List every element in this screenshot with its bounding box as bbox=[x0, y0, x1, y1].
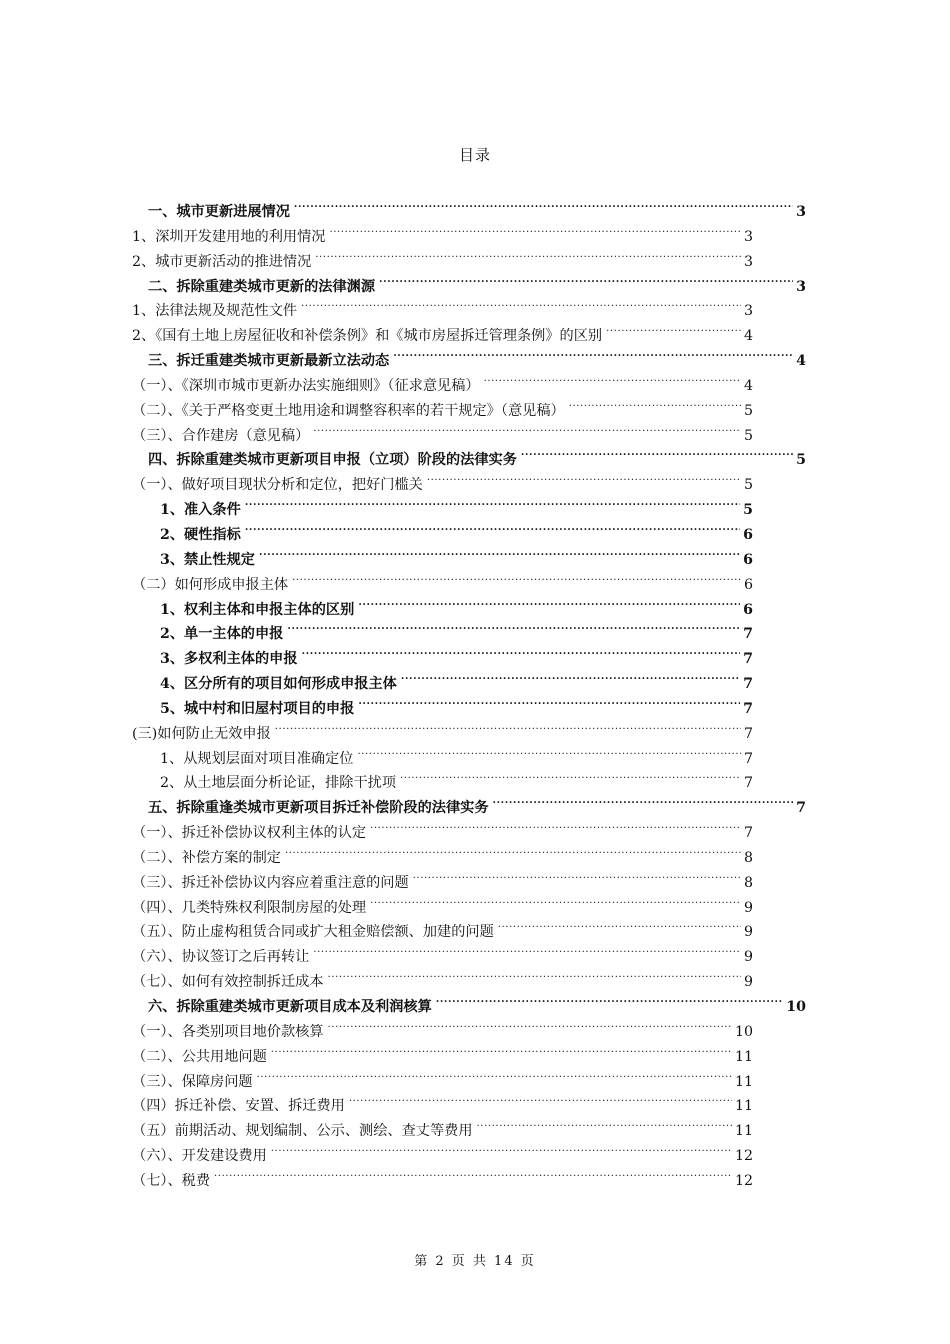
toc-entry[interactable] bbox=[148, 788, 806, 817]
toc-dot-leader bbox=[271, 1136, 732, 1160]
toc-entry[interactable] bbox=[148, 192, 806, 220]
toc-page-number: 5 bbox=[743, 502, 753, 519]
toc-dot-leader bbox=[294, 192, 793, 216]
toc-entry-label: （一）、做好项目现状分析和定位，把好门槛关 bbox=[132, 477, 423, 494]
toc-page-number: 6 bbox=[743, 576, 753, 593]
toc-entry-label: （六）、开发建设费用 bbox=[132, 1148, 267, 1165]
toc-dot-leader bbox=[214, 1161, 732, 1185]
toc-entry[interactable] bbox=[160, 689, 753, 717]
toc-entry-label: 4、区分所有的项目如何形成申报主体 bbox=[160, 676, 397, 693]
toc-dot-leader bbox=[328, 962, 741, 986]
toc-entry[interactable] bbox=[132, 416, 753, 444]
toc-entry[interactable] bbox=[132, 838, 753, 866]
toc-dot-leader bbox=[358, 689, 740, 713]
toc-dot-leader bbox=[370, 888, 741, 912]
toc-dot-leader bbox=[427, 465, 741, 489]
toc-entry[interactable] bbox=[132, 316, 753, 345]
toc-dot-leader bbox=[349, 1086, 732, 1110]
toc-dot-leader bbox=[257, 1062, 732, 1086]
table-of-contents bbox=[0, 192, 950, 1189]
toc-dot-leader bbox=[271, 1037, 732, 1061]
toc-page-number: 7 bbox=[743, 750, 753, 767]
toc-dot-leader bbox=[484, 366, 741, 390]
toc-entry[interactable] bbox=[132, 366, 753, 394]
toc-dot-leader bbox=[245, 515, 740, 539]
toc-entry-label: （六）、协议签订之后再转让 bbox=[132, 949, 310, 966]
toc-page-number: 11 bbox=[734, 1123, 753, 1140]
toc-entry[interactable] bbox=[132, 937, 753, 966]
toc-page-number: 7 bbox=[743, 700, 753, 717]
toc-entry-label: （二）如何形成申报主体 bbox=[132, 576, 289, 593]
toc-dot-leader bbox=[606, 316, 741, 340]
toc-page-number: 7 bbox=[743, 626, 753, 643]
toc-dot-leader bbox=[292, 565, 741, 589]
toc-dot-leader bbox=[379, 267, 793, 291]
toc-page-number: 11 bbox=[734, 1048, 753, 1065]
toc-page-number: 3 bbox=[743, 228, 753, 245]
toc-dot-leader bbox=[370, 813, 741, 837]
toc-entry-label: （三）、拆迁补偿协议内容应着重注意的问题 bbox=[132, 874, 409, 891]
toc-entry[interactable] bbox=[132, 1111, 753, 1140]
toc-entry-label: （一）、各类别项目地价款核算 bbox=[132, 1023, 324, 1040]
toc-page-number: 12 bbox=[734, 1172, 753, 1189]
toc-entry[interactable] bbox=[132, 217, 753, 245]
toc-entry[interactable] bbox=[148, 987, 806, 1015]
toc-dot-leader bbox=[287, 614, 740, 638]
toc-dot-leader bbox=[400, 763, 741, 787]
toc-entry[interactable] bbox=[132, 1062, 753, 1090]
toc-entry[interactable] bbox=[160, 639, 753, 668]
toc-page-number: 10 bbox=[786, 999, 806, 1015]
toc-entry[interactable] bbox=[132, 291, 753, 320]
toc-entry[interactable] bbox=[132, 962, 753, 991]
toc-entry[interactable] bbox=[160, 590, 753, 618]
toc-entry-label: （二）、补偿方案的制定 bbox=[132, 849, 281, 866]
toc-dot-leader bbox=[313, 416, 741, 440]
toc-entry-label: （一）、拆迁补偿协议权利主体的认定 bbox=[132, 825, 367, 842]
toc-entry-label: 1、准入条件 bbox=[160, 502, 241, 519]
toc-dot-leader bbox=[357, 739, 741, 763]
toc-entry[interactable] bbox=[160, 763, 753, 792]
toc-entry-label: （七）、如何有效控制拆迁成本 bbox=[132, 974, 324, 991]
toc-page-number: 6 bbox=[743, 601, 753, 618]
toc-page-number: 9 bbox=[743, 974, 753, 991]
toc-page-number: 11 bbox=[734, 1098, 753, 1115]
toc-entry-label: （五）前期活动、规划编制、公示、测绘、查丈等费用 bbox=[132, 1123, 473, 1140]
toc-page-number: 9 bbox=[743, 949, 753, 966]
toc-entry[interactable] bbox=[148, 267, 806, 295]
toc-entry-label: （四）、几类特殊权利限制房屋的处理 bbox=[132, 899, 367, 916]
toc-entry[interactable] bbox=[160, 614, 753, 643]
toc-entry[interactable] bbox=[148, 440, 806, 469]
toc-page-number: 7 bbox=[743, 825, 753, 842]
toc-entry-label: 五、拆除重逢类城市更新项目拆迁补偿阶段的法律实务 bbox=[148, 800, 489, 817]
toc-dot-leader bbox=[328, 1012, 732, 1036]
toc-page-number: 5 bbox=[796, 452, 806, 469]
toc-entry-label: （二）、公共用地问题 bbox=[132, 1048, 267, 1065]
page-footer: 第 2 页 共 14 页 bbox=[414, 1254, 536, 1269]
toc-entry[interactable] bbox=[160, 739, 753, 767]
toc-entry-label: 六、拆除重建类城市更新项目成本及利润核算 bbox=[148, 999, 432, 1015]
toc-dot-leader bbox=[301, 291, 741, 315]
toc-dot-leader bbox=[302, 639, 741, 663]
toc-entry-label: （五）、防止虚构租赁合同或扩大租金赔偿额、加建的问题 bbox=[132, 924, 494, 941]
toc-dot-leader bbox=[315, 242, 741, 266]
toc-page-number: 7 bbox=[796, 800, 806, 817]
toc-dot-leader bbox=[313, 937, 741, 961]
toc-page-number: 3 bbox=[796, 204, 806, 220]
toc-entry-label: （一）、《深圳市城市更新办法实施细则》（征求意见稿） bbox=[132, 377, 480, 394]
toc-entry-label: 三、拆迁重建类城市更新最新立法动态 bbox=[148, 353, 390, 370]
toc-entry[interactable] bbox=[132, 242, 753, 270]
toc-entry[interactable] bbox=[132, 465, 753, 494]
toc-dot-leader bbox=[358, 590, 740, 614]
toc-entry[interactable] bbox=[132, 1012, 753, 1040]
toc-title: 目录 bbox=[458, 146, 491, 164]
toc-dot-leader bbox=[477, 1111, 732, 1135]
toc-entry-label: （三）、保障房问题 bbox=[132, 1073, 253, 1090]
toc-entry-label: 1、深圳开发建用地的利用情况 bbox=[132, 228, 326, 245]
toc-page-number: 6 bbox=[743, 526, 753, 543]
toc-page-number: 4 bbox=[796, 353, 806, 370]
toc-page-number: 5 bbox=[743, 402, 753, 419]
toc-entry-label: 5、城中村和旧屋村项目的申报 bbox=[160, 700, 355, 717]
toc-page-number: 7 bbox=[743, 651, 753, 668]
toc-page-number: 11 bbox=[734, 1073, 753, 1090]
toc-page-number: 7 bbox=[743, 775, 753, 792]
toc-page-number: 7 bbox=[743, 676, 753, 693]
toc-entry-label: （四）拆迁补偿、安置、拆迁费用 bbox=[132, 1098, 345, 1115]
toc-entry-label: （二）、《关于严格变更土地用途和调整容积率的若干规定》（意见稿） bbox=[132, 402, 565, 419]
toc-entry[interactable] bbox=[160, 490, 753, 519]
toc-page-number: 7 bbox=[743, 725, 753, 742]
toc-entry[interactable] bbox=[160, 540, 753, 568]
toc-entry-label: 3、禁止性规定 bbox=[160, 551, 255, 568]
toc-entry[interactable] bbox=[132, 391, 753, 419]
toc-entry[interactable] bbox=[132, 714, 753, 742]
toc-page-number: 9 bbox=[743, 899, 753, 916]
toc-dot-leader bbox=[285, 838, 741, 862]
toc-page-number: 5 bbox=[743, 427, 753, 444]
toc-dot-leader bbox=[493, 788, 794, 812]
toc-entry-label: 2、从土地层面分析论证，排除干扰项 bbox=[160, 775, 397, 792]
toc-dot-leader bbox=[569, 391, 741, 415]
toc-page-number: 6 bbox=[743, 551, 753, 568]
toc-page-number: 12 bbox=[734, 1148, 753, 1165]
toc-page-number: 10 bbox=[734, 1023, 753, 1040]
toc-entry-label: 2、城市更新活动的推进情况 bbox=[132, 253, 312, 270]
toc-dot-leader bbox=[245, 490, 740, 514]
toc-entry-label: 一、城市更新进展情况 bbox=[148, 204, 290, 220]
toc-entry[interactable] bbox=[160, 664, 753, 693]
toc-entry-label: （七）、税费 bbox=[132, 1172, 211, 1189]
toc-entry[interactable] bbox=[160, 515, 753, 543]
toc-entry[interactable] bbox=[132, 813, 753, 842]
toc-page-number: 3 bbox=[743, 303, 753, 320]
toc-entry-label: 二、拆除重建类城市更新的法律渊源 bbox=[148, 278, 376, 295]
toc-entry-label: 2、单一主体的申报 bbox=[160, 626, 284, 643]
toc-entry-label: (三)如何防止无效申报 bbox=[132, 725, 271, 742]
toc-page-number: 5 bbox=[743, 477, 753, 494]
toc-dot-leader bbox=[436, 987, 783, 1011]
toc-dot-leader bbox=[393, 341, 793, 365]
toc-page-number: 3 bbox=[743, 253, 753, 270]
toc-page-number: 8 bbox=[743, 849, 753, 866]
toc-entry[interactable] bbox=[132, 912, 753, 941]
toc-entry-label: 四、拆除重建类城市更新项目申报（立项）阶段的法律实务 bbox=[148, 452, 517, 469]
toc-entry-label: 2、硬性指标 bbox=[160, 526, 241, 543]
toc-dot-leader bbox=[275, 714, 741, 738]
toc-page-number: 9 bbox=[743, 924, 753, 941]
toc-entry[interactable] bbox=[148, 341, 806, 370]
toc-entry-label: 2、《国有土地上房屋征收和补偿条例》和《城市房屋拆迁管理条例》的区别 bbox=[132, 328, 603, 345]
toc-dot-leader bbox=[413, 863, 741, 887]
toc-entry[interactable] bbox=[132, 1136, 753, 1165]
toc-entry[interactable] bbox=[132, 1161, 753, 1189]
toc-dot-leader bbox=[498, 912, 741, 936]
toc-entry[interactable] bbox=[132, 1086, 753, 1115]
toc-entry-label: 1、法律法规及规范性文件 bbox=[132, 303, 298, 320]
toc-page-number: 4 bbox=[743, 328, 753, 345]
toc-entry[interactable] bbox=[132, 1037, 753, 1065]
toc-dot-leader bbox=[259, 540, 740, 564]
toc-page-number: 4 bbox=[743, 377, 753, 394]
toc-entry[interactable] bbox=[132, 888, 753, 916]
toc-entry-label: （三）、合作建房（意见稿） bbox=[132, 427, 310, 444]
toc-dot-leader bbox=[329, 217, 741, 241]
toc-dot-leader bbox=[401, 664, 740, 688]
toc-dot-leader bbox=[521, 440, 793, 464]
toc-page-number: 3 bbox=[796, 278, 806, 295]
toc-entry-label: 1、权利主体和申报主体的区别 bbox=[160, 601, 355, 618]
toc-entry-label: 1、从规划层面对项目准确定位 bbox=[160, 750, 354, 767]
toc-entry-label: 3、多权利主体的申报 bbox=[160, 651, 298, 668]
toc-entry[interactable] bbox=[132, 565, 753, 593]
toc-page-number: 8 bbox=[743, 874, 753, 891]
toc-entry[interactable] bbox=[132, 863, 753, 891]
